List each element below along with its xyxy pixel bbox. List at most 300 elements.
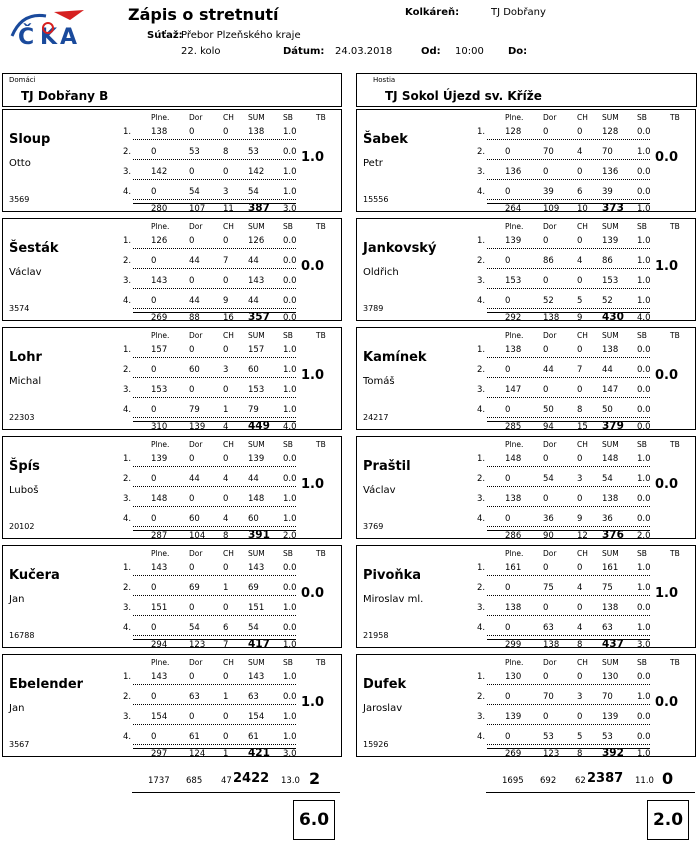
column-header-2: CH	[577, 440, 588, 449]
column-header-4: SB	[283, 549, 293, 558]
row-value: 0	[577, 345, 583, 355]
row-dotted-line	[133, 417, 296, 418]
column-header-5: TB	[316, 113, 326, 122]
row-value: 8	[223, 147, 229, 157]
row-value: 138	[602, 345, 619, 355]
row-value: 54	[602, 474, 613, 484]
home-team-box	[2, 73, 342, 107]
sum-line	[487, 530, 650, 531]
row-number: 3.	[477, 167, 486, 177]
row-value: 63	[248, 692, 259, 702]
row-value: 39	[602, 187, 613, 197]
row-dotted-line	[487, 615, 650, 616]
row-value: 0	[223, 236, 229, 246]
column-header-2: CH	[223, 222, 234, 231]
column-header-5: TB	[670, 658, 680, 667]
row-value: 0	[189, 276, 195, 286]
column-header-1: Dor	[543, 222, 557, 231]
venue-name: TJ Dobřany	[491, 7, 546, 18]
away-total-dor: 692	[540, 776, 557, 786]
player-tb: 0.0	[301, 586, 325, 601]
row-value: 75	[543, 583, 554, 593]
row-dotted-line	[487, 248, 650, 249]
row-value: 0	[505, 623, 511, 633]
row-value: 1.0	[283, 127, 297, 137]
row-value: 0	[151, 187, 157, 197]
column-header-0: Plne.	[505, 331, 524, 340]
row-number: 4.	[477, 296, 486, 306]
row-number: 4.	[477, 514, 486, 524]
player-sum-value: 1.0	[283, 640, 297, 650]
row-value: 0	[505, 256, 511, 266]
row-number: 4.	[123, 187, 132, 197]
home-total-tb: 2	[309, 769, 321, 788]
row-dotted-line	[133, 308, 296, 309]
column-header-3: SUM	[248, 113, 265, 122]
player-sum-value: 437	[602, 638, 624, 650]
player-tb: 1.0	[655, 586, 679, 601]
row-value: 139	[151, 454, 168, 464]
column-header-3: SUM	[602, 331, 619, 340]
row-dotted-line	[133, 199, 296, 200]
column-header-4: SB	[637, 113, 647, 122]
row-value: 130	[602, 672, 619, 682]
row-value: 8	[577, 405, 583, 415]
row-value: 0	[223, 672, 229, 682]
row-value: 0	[577, 167, 583, 177]
row-number: 1.	[477, 127, 486, 137]
row-number: 3.	[477, 276, 486, 286]
date-label: Dátum:	[283, 46, 325, 57]
player-first-name: Miroslav ml.	[363, 594, 424, 605]
away-player-card	[356, 218, 696, 321]
row-value: 0	[223, 732, 229, 742]
row-value: 7	[577, 365, 583, 375]
row-value: 52	[602, 296, 613, 306]
row-value: 1.0	[283, 167, 297, 177]
row-value: 0	[151, 583, 157, 593]
away-total-sum: 2387	[587, 771, 624, 786]
row-value: 0	[577, 672, 583, 682]
row-value: 0	[577, 712, 583, 722]
sum-line	[487, 312, 650, 313]
column-header-2: CH	[577, 113, 588, 122]
row-value: 53	[543, 732, 554, 742]
sum-line	[133, 639, 296, 640]
column-header-3: SUM	[248, 222, 265, 231]
player-tb: 0.0	[301, 259, 325, 274]
row-value: 1	[223, 405, 229, 415]
row-dotted-line	[133, 724, 296, 725]
player-sum-value: 297	[151, 749, 168, 759]
player-sum-value: 139	[189, 422, 206, 432]
row-value: 139	[505, 236, 522, 246]
sum-line	[133, 530, 296, 531]
player-sum-value: 387	[248, 202, 270, 214]
row-number: 3.	[477, 712, 486, 722]
row-value: 0	[223, 167, 229, 177]
row-value: 1.0	[637, 276, 651, 286]
player-sum-value: 8	[577, 749, 583, 759]
player-tb: 1.0	[301, 477, 325, 492]
home-total-sb: 13.0	[281, 776, 300, 786]
player-tb: 0.0	[655, 368, 679, 383]
row-value: 60	[248, 365, 259, 375]
player-sum-value: 4.0	[637, 313, 651, 323]
player-sum-value: 2.0	[283, 531, 297, 541]
column-header-1: Dor	[543, 113, 557, 122]
row-value: 50	[602, 405, 613, 415]
row-value: 1.0	[283, 345, 297, 355]
row-value: 52	[543, 296, 554, 306]
player-sum-value: 421	[248, 747, 270, 759]
sum-line	[487, 203, 650, 204]
row-value: 0.0	[637, 405, 651, 415]
row-value: 153	[151, 385, 168, 395]
row-value: 0	[577, 454, 583, 464]
column-header-5: TB	[316, 549, 326, 558]
player-sum-value: 123	[543, 749, 560, 759]
column-header-1: Dor	[189, 440, 203, 449]
row-value: 0	[505, 296, 511, 306]
row-value: 0.0	[637, 732, 651, 742]
column-header-3: SUM	[248, 440, 265, 449]
row-dotted-line	[487, 466, 650, 467]
column-header-1: Dor	[543, 331, 557, 340]
row-value: 0	[543, 385, 549, 395]
row-value: 154	[151, 712, 168, 722]
row-dotted-line	[487, 397, 650, 398]
row-number: 3.	[123, 603, 132, 613]
row-value: 60	[189, 365, 200, 375]
row-value: 6	[223, 623, 229, 633]
player-sum-value: 269	[151, 313, 168, 323]
player-sum-value: 449	[248, 420, 270, 432]
row-number: 1.	[477, 672, 486, 682]
row-value: 0	[577, 563, 583, 573]
player-sum-value: 0.0	[283, 313, 297, 323]
row-number: 4.	[477, 623, 486, 633]
column-header-4: SB	[637, 658, 647, 667]
row-dotted-line	[487, 288, 650, 289]
row-value: 0	[189, 167, 195, 177]
row-value: 86	[602, 256, 613, 266]
player-id: 22303	[9, 413, 35, 422]
player-sum-value: 0.0	[637, 422, 651, 432]
home-player-card	[2, 436, 342, 539]
row-value: 153	[602, 276, 619, 286]
column-header-5: TB	[670, 331, 680, 340]
player-sum-value: 1	[223, 749, 229, 759]
row-value: 0.0	[283, 563, 297, 573]
row-dotted-line	[133, 704, 296, 705]
player-sum-value: 285	[505, 422, 522, 432]
player-sum-value: 292	[505, 313, 522, 323]
competition-name: Přebor Plzeňského kraje	[181, 30, 301, 41]
column-header-0: Plne.	[151, 113, 170, 122]
player-surname: Jankovský	[363, 241, 437, 256]
row-number: 2.	[123, 365, 132, 375]
row-value: 0	[543, 454, 549, 464]
column-header-2: CH	[223, 331, 234, 340]
player-surname: Kučera	[9, 568, 60, 583]
player-tb: 1.0	[301, 150, 325, 165]
row-number: 2.	[477, 692, 486, 702]
away-player-card	[356, 545, 696, 648]
row-number: 2.	[477, 474, 486, 484]
row-number: 2.	[477, 256, 486, 266]
column-header-5: TB	[670, 113, 680, 122]
row-value: 44	[189, 256, 200, 266]
column-header-4: SB	[637, 331, 647, 340]
row-number: 3.	[123, 385, 132, 395]
row-value: 1.0	[637, 692, 651, 702]
row-value: 0.0	[283, 256, 297, 266]
row-value: 0	[505, 187, 511, 197]
column-header-1: Dor	[543, 658, 557, 667]
row-dotted-line	[487, 506, 650, 507]
column-header-3: SUM	[248, 658, 265, 667]
row-value: 0.0	[283, 474, 297, 484]
row-value: 1.0	[637, 147, 651, 157]
column-header-2: CH	[223, 549, 234, 558]
row-dotted-line	[487, 575, 650, 576]
row-value: 0	[189, 454, 195, 464]
row-number: 2.	[123, 692, 132, 702]
row-value: 148	[505, 454, 522, 464]
row-number: 2.	[477, 583, 486, 593]
row-value: 0	[223, 385, 229, 395]
home-result: 6.0	[293, 800, 335, 840]
column-header-0: Plne.	[505, 113, 524, 122]
row-value: 0	[189, 563, 195, 573]
player-sum-value: 109	[543, 204, 560, 214]
row-number: 4.	[123, 405, 132, 415]
row-value: 0	[505, 365, 511, 375]
row-value: 4	[223, 474, 229, 484]
player-id: 3567	[9, 740, 30, 749]
player-sum-value: 4.0	[283, 422, 297, 432]
row-number: 2.	[123, 147, 132, 157]
player-id: 21958	[363, 631, 389, 640]
column-header-3: SUM	[248, 549, 265, 558]
row-value: 136	[602, 167, 619, 177]
column-header-0: Plne.	[151, 222, 170, 231]
row-value: 0	[151, 623, 157, 633]
row-value: 0.0	[637, 187, 651, 197]
row-value: 0	[577, 236, 583, 246]
player-surname: Lohr	[9, 350, 42, 365]
player-sum-value: 9	[577, 313, 583, 323]
row-value: 36	[602, 514, 613, 524]
row-value: 44	[248, 256, 259, 266]
row-value: 161	[602, 563, 619, 573]
row-value: 138	[505, 345, 522, 355]
column-header-3: SUM	[248, 331, 265, 340]
row-value: 0	[543, 236, 549, 246]
sum-line	[487, 748, 650, 749]
row-value: 61	[189, 732, 200, 742]
player-surname: Sloup	[9, 132, 51, 147]
row-number: 1.	[123, 345, 132, 355]
home-player-card	[2, 218, 342, 321]
player-sum-value: 269	[505, 749, 522, 759]
column-header-2: CH	[223, 440, 234, 449]
player-id: 3789	[363, 304, 384, 313]
player-sum-value: 286	[505, 531, 522, 541]
column-header-4: SB	[637, 222, 647, 231]
row-value: 53	[248, 147, 259, 157]
row-number: 2.	[477, 365, 486, 375]
home-total-plne: 1737	[148, 776, 170, 786]
row-value: 0	[577, 127, 583, 137]
row-value: 138	[151, 127, 168, 137]
player-first-name: Tomáš	[363, 376, 395, 387]
away-total-plne: 1695	[502, 776, 524, 786]
player-sum-value: 280	[151, 204, 168, 214]
row-value: 0	[223, 603, 229, 613]
row-value: 0.0	[637, 345, 651, 355]
player-sum-value: 8	[577, 640, 583, 650]
row-value: 5	[577, 296, 583, 306]
row-number: 1.	[477, 454, 486, 464]
row-value: 0.0	[283, 276, 297, 286]
row-dotted-line	[487, 417, 650, 418]
row-number: 4.	[123, 514, 132, 524]
home-total-ch: 47	[221, 776, 232, 786]
row-dotted-line	[487, 486, 650, 487]
row-value: 0.0	[637, 494, 651, 504]
row-value: 0.0	[637, 385, 651, 395]
row-value: 0.0	[283, 236, 297, 246]
row-value: 1	[223, 583, 229, 593]
venue-label: Kolkáreň:	[405, 7, 460, 18]
row-value: 0.0	[283, 623, 297, 633]
home-player-card	[2, 545, 342, 648]
row-value: 44	[543, 365, 554, 375]
row-value: 0	[151, 474, 157, 484]
row-value: 0.0	[283, 692, 297, 702]
row-number: 2.	[123, 256, 132, 266]
row-value: 0	[151, 147, 157, 157]
player-first-name: Luboš	[9, 485, 39, 496]
column-header-2: CH	[577, 658, 588, 667]
player-sum-value: 124	[189, 749, 206, 759]
row-value: 70	[543, 147, 554, 157]
row-value: 54	[543, 474, 554, 484]
row-number: 1.	[123, 454, 132, 464]
row-value: 138	[505, 603, 522, 613]
row-value: 126	[151, 236, 168, 246]
row-number: 4.	[477, 187, 486, 197]
column-header-1: Dor	[543, 549, 557, 558]
row-value: 0	[189, 672, 195, 682]
row-value: 1.0	[283, 603, 297, 613]
column-header-3: SUM	[602, 440, 619, 449]
row-value: 0.0	[637, 514, 651, 524]
row-value: 4	[577, 256, 583, 266]
sum-line	[133, 203, 296, 204]
row-value: 0	[151, 514, 157, 524]
row-dotted-line	[133, 684, 296, 685]
column-header-4: SB	[283, 222, 293, 231]
row-value: 54	[248, 623, 259, 633]
column-header-0: Plne.	[505, 549, 524, 558]
row-value: 7	[223, 256, 229, 266]
row-number: 1.	[477, 563, 486, 573]
player-first-name: Otto	[9, 158, 31, 169]
row-value: 0	[505, 147, 511, 157]
column-header-5: TB	[316, 222, 326, 231]
player-sum-value: 90	[543, 531, 554, 541]
row-number: 4.	[123, 296, 132, 306]
row-value: 9	[577, 514, 583, 524]
column-header-1: Dor	[189, 331, 203, 340]
row-dotted-line	[487, 744, 650, 745]
row-dotted-line	[133, 526, 296, 527]
row-value: 126	[248, 236, 265, 246]
page-title: Zápis o stretnutí	[128, 5, 279, 24]
column-header-0: Plne.	[151, 331, 170, 340]
row-value: 143	[248, 276, 265, 286]
row-value: 54	[248, 187, 259, 197]
player-id: 3769	[363, 522, 384, 531]
player-sum-value: 3.0	[283, 204, 297, 214]
player-id: 15926	[363, 740, 389, 749]
row-value: 1.0	[637, 296, 651, 306]
row-dotted-line	[133, 159, 296, 160]
player-sum-value: 357	[248, 311, 270, 323]
row-value: 143	[151, 276, 168, 286]
row-value: 70	[602, 692, 613, 702]
date-value: 24.03.2018	[335, 46, 393, 57]
home-player-card	[2, 327, 342, 430]
column-header-5: TB	[670, 440, 680, 449]
player-id: 24217	[363, 413, 389, 422]
row-value: 153	[248, 385, 265, 395]
row-value: 148	[151, 494, 168, 504]
row-value: 5	[577, 732, 583, 742]
player-sum-value: 391	[248, 529, 270, 541]
row-value: 63	[189, 692, 200, 702]
column-header-3: SUM	[602, 113, 619, 122]
row-value: 0	[543, 563, 549, 573]
row-value: 0	[543, 167, 549, 177]
sum-line	[133, 421, 296, 422]
player-tb: 0.0	[655, 695, 679, 710]
row-number: 3.	[477, 494, 486, 504]
column-header-0: Plne.	[505, 222, 524, 231]
row-value: 70	[602, 147, 613, 157]
row-dotted-line	[133, 248, 296, 249]
column-header-4: SB	[637, 440, 647, 449]
column-header-5: TB	[670, 549, 680, 558]
row-value: 4	[577, 623, 583, 633]
column-header-4: SB	[283, 113, 293, 122]
row-value: 50	[543, 405, 554, 415]
player-sum-value: 264	[505, 204, 522, 214]
player-sum-value: 94	[543, 422, 554, 432]
svg-text:A: A	[60, 25, 78, 48]
player-first-name: Petr	[363, 158, 383, 169]
row-value: 1.0	[283, 732, 297, 742]
row-value: 142	[248, 167, 265, 177]
player-tb: 1.0	[301, 695, 325, 710]
row-value: 4	[577, 147, 583, 157]
end-label: Do:	[508, 46, 528, 57]
row-value: 54	[189, 187, 200, 197]
row-dotted-line	[487, 159, 650, 160]
